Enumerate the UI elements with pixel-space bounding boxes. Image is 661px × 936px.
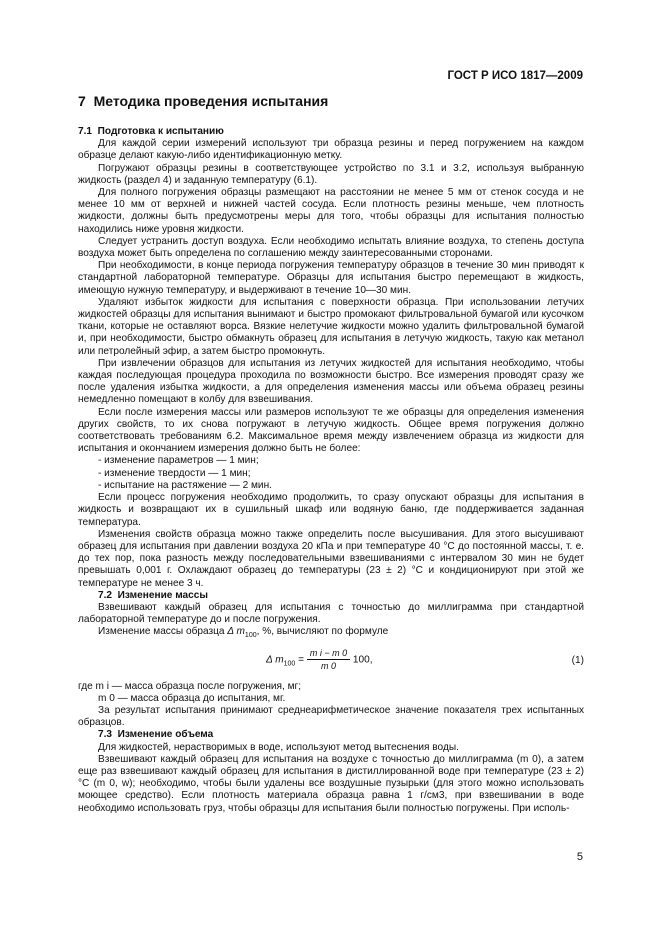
paragraph: Для полного погружения образцы размещают на расстоянии не менее 5 мм от стенок сосуда и не менее 10 мм от верхней и нижней частей сосуда. Если плотность резины меньше, чем плотность жидкости, должны быть предусмотрены меры для того, чтобы образцы для испытания полностью находились ниже уровня жидкости.: [78, 187, 584, 235]
formula-block: [78, 645, 584, 679]
section-number: 7: [78, 93, 86, 109]
paragraph: Для каждой серии измерений используют три образца резины и перед погружением на каждом образце делают какую-либо идентификационную метку.: [78, 138, 584, 162]
formula-numerator: m i − m 0: [307, 647, 350, 660]
page-number: 5: [576, 851, 583, 863]
paragraph: Если после измерения массы или размеров используют те же образцы для определения изменения других свойств, то их снова погружают в летучую жидкость. Общее время погружения должно соответствовать требованиям 6.2. Максимальное время между извлечением образца из жидкости для испытания и окончанием измерения должно быть не более:: [78, 406, 584, 455]
paragraph: Следует устранить доступ воздуха. Если необходимо испытать влияние воздуха, то степень доступа воздуха может быть определена по соглашению между заинтересованными сторонами.: [78, 235, 584, 260]
paragraph-formula-intro: Изменение массы образца Δ $m_{100}$, %, вычисляют по формуле: [98, 626, 389, 640]
list-item: - изменение твердости — 1 мин;: [98, 467, 251, 479]
paragraph: Удаляют избыток жидкости для испытания с поверхности образца. При использовании летучих жидкостей образцы для испытания вынимают и быстро промокают фильтровальной бумагой или кусочком ткани, которые не оставляют ворса. Вязкие нелетучие жидкости можно удалить фильтровальной бумагой и, при необходимости, быстро обмакнуть образец для испытания в летучую жидкость, такую как метанол или петролейный эфир, а затем быстро промокнуть.: [78, 296, 584, 357]
page-header: ГОСТ Р ИСО 1817—2009: [447, 70, 583, 82]
formula-fraction: [307, 647, 350, 672]
paragraph: За результат испытания принимают среднеарифметическое значение показателя трех испытанных образцов.: [78, 704, 584, 729]
subsection-7-2-heading: 7.2 Изменение массы: [98, 589, 208, 601]
subsection-7-1-heading: 7.1 Подготовка к испытанию: [78, 126, 224, 137]
list-item: - изменение параметров — 1 мин;: [98, 455, 259, 467]
subsection-7-3-heading: 7.3 Изменение объема: [98, 729, 214, 741]
paragraph: Для жидкостей, нерастворимых в воде, используют метод вытеснения воды.: [98, 741, 459, 753]
paragraph: Взвешивают каждый образец для испытания на воздухе с точностью до миллиграмма (m 0), а затем еще раз взвешивают каждый образец для испытания в дистиллированной воде при температуре (23 ± 2) °С (m 0, w); необходимо, чтобы были удалены все воздушные пузырьки (для этого можно использовать моющее средство). Если плотность материала образца равна 1 г/см3, при взвешивании в воде необходимо использовать груз, чтобы образцы для испытания были полностью погружены. При исполь-: [78, 753, 584, 814]
list-item: - испытание на растяжение — 2 мин.: [98, 479, 272, 491]
paragraph: Взвешивают каждый образец для испытания с точностью до миллиграмма при стандартной лабораторной температуре до и после погружения.: [78, 601, 584, 626]
formula-denominator: m 0: [320, 660, 336, 671]
section-title-text: Методика проведения испытания: [93, 93, 329, 109]
paragraph: Погружают образцы резины в соответствующее устройство по 3.1 и 3.2, используя выбранную жидкость (раздел 4) и заданную температуру (6.1).: [78, 162, 584, 186]
section-title: [78, 93, 328, 109]
paragraph: Если процесс погружения необходимо продолжить, то сразу опускают образцы для испытания в жидкость и возвращают их в сушильный шкаф или водяную баню, где поддерживается заданная температура.: [78, 492, 584, 528]
paragraph: При необходимости, в конце периода погружения температуру образцов в течение 30 мин приводят к стандартной лабораторной температуре. Образцы для испытания быстро перемещают в жидкость, имеющую нужную температуру, и выдерживают в течение 10—30 мин.: [78, 260, 584, 296]
paragraph: Изменения свойств образца можно также определить после высушивания. Для этого высушивают образец для испытания при давлении воздуха 20 кПа и при температуре 40 °С до постоянной массы, т. е. до тех пор, пока разность между последовательными взвешиваниями с интервалом 30 мин не будет превышать 0,001 г. Охлаждают образец до температуры (23 ± 2) °С и кондиционируют при этой же температуре не менее 3 ч.: [78, 528, 584, 589]
formula: Δ $m_{100}$ = $\frac{\text{m i − m 0}}{m 0}$ 100,: [266, 647, 373, 671]
where-clause: где m i — масса образца после погружения, мг;: [78, 680, 302, 692]
formula-number: (1): [571, 654, 584, 666]
where-clause: m 0 — масса образца до испытания, мг.: [98, 692, 286, 704]
paragraph: При извлечении образцов для испытания из летучих жидкостей для испытания необходимо, чтобы каждая последующая процедура проходила по возможности быстро. Все измерения проводят сразу же после удаления избытка жидкости, а для определения изменения массы или объема образец резины немедленно помещают в колбу для взвешивания.: [78, 357, 584, 406]
body-text: [78, 126, 584, 815]
